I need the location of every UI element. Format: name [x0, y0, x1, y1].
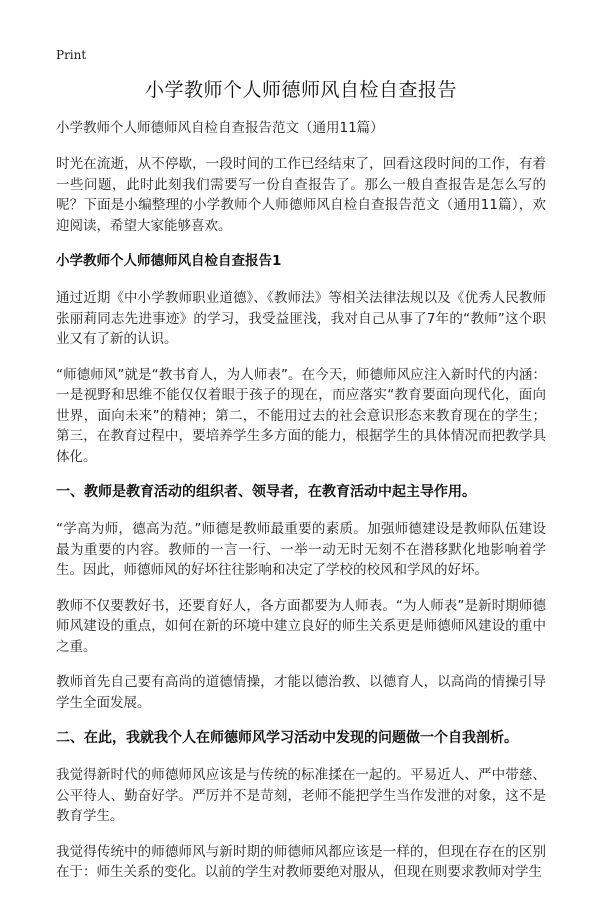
paragraph: “师德师风”就是“教书育人，为人师表”。在今天，师德师风应注入新时代的内涵：一是视野和思维不能仅仅着眼于孩子的现在，而应落实“教育要面向现代化，面向世界，面向未来”的精神；第二，不能用过去的社会意识形态来教育现在的学生；第三，在教育过程中，要培养学生多方面的能力，根据学生的具体情况而把教学具体化。 — [56, 366, 546, 465]
paragraph: 我觉得传统中的师德师风与新时期的师德师风都应该是一样的，但现在存在的区别在于：师生关系的变化。以前的学生对教师要绝对服从，但现在则要求教师对学生 — [56, 843, 546, 880]
print-link[interactable]: Print — [56, 48, 87, 62]
subsection-heading: 一、教师是教育活动的组织者、领导者，在教育活动中起主导作用。 — [56, 484, 476, 500]
section-heading: 小学教师个人师德师风自检自查报告1 — [56, 253, 282, 269]
paragraph: 通过近期《中小学教师职业道德》、《教师法》等相关法律法规以及《优秀人民教师张丽莉同志先进事迹》的学习，我受益匪浅，我对自己从事了7年的“教师”这个职业又有了新的认识。 — [56, 290, 546, 347]
document-content — [56, 76, 546, 898]
document-title: 小学教师个人师德师风自检自查报告 — [144, 79, 457, 101]
paragraph: 教师首先自己要有高尚的道德情操，才能以德治教、以德育人，以高尚的情操引导学生全面发展。 — [56, 674, 546, 711]
paragraph: 我觉得新时代的师德师风应该是与传统的标准揉在一起的。平易近人、严中带慈、公平待人、勤奋好学。严厉并不是苛刻，老师不能把学生当作发泄的对象，这不是教育学生。 — [56, 767, 546, 824]
paragraph: “学高为师，德高为范。”师德是教师最重要的素质。加强师德建设是教师队伍建设最为重要的内容。教师的一言一行、一举一动无时无刻不在潜移默化地影响着学生。因此，师德师风的好坏往往影响和决定了学校的校风和学风的好坏。 — [56, 521, 546, 578]
paragraph: 教师不仅要教好书，还要育好人，各方面都要为人师表。“为人师表”是新时期师德师风建设的重点，如何在新的环境中建立良好的师生关系更是师德师风建设的重中之重。 — [56, 597, 546, 655]
subsection-heading: 二、在此，我就我个人在师德师风学习活动中发现的问题做一个自我剖析。 — [56, 730, 518, 746]
document-subtitle: 小学教师个人师德师风自检自查报告范文（通用11篇） — [56, 120, 384, 136]
intro-paragraph: 时光在流逝，从不停歇，一段时间的工作已经结束了，回看这段时间的工作，有着一些问题，此时此刻我们需要写一份自查报告了。那么一般自查报告是怎么写的呢？下面是小编整理的小学教师个人师德师风自检自查报告范文（通用11篇），欢迎阅读，希望大家能够喜欢。 — [56, 156, 546, 234]
